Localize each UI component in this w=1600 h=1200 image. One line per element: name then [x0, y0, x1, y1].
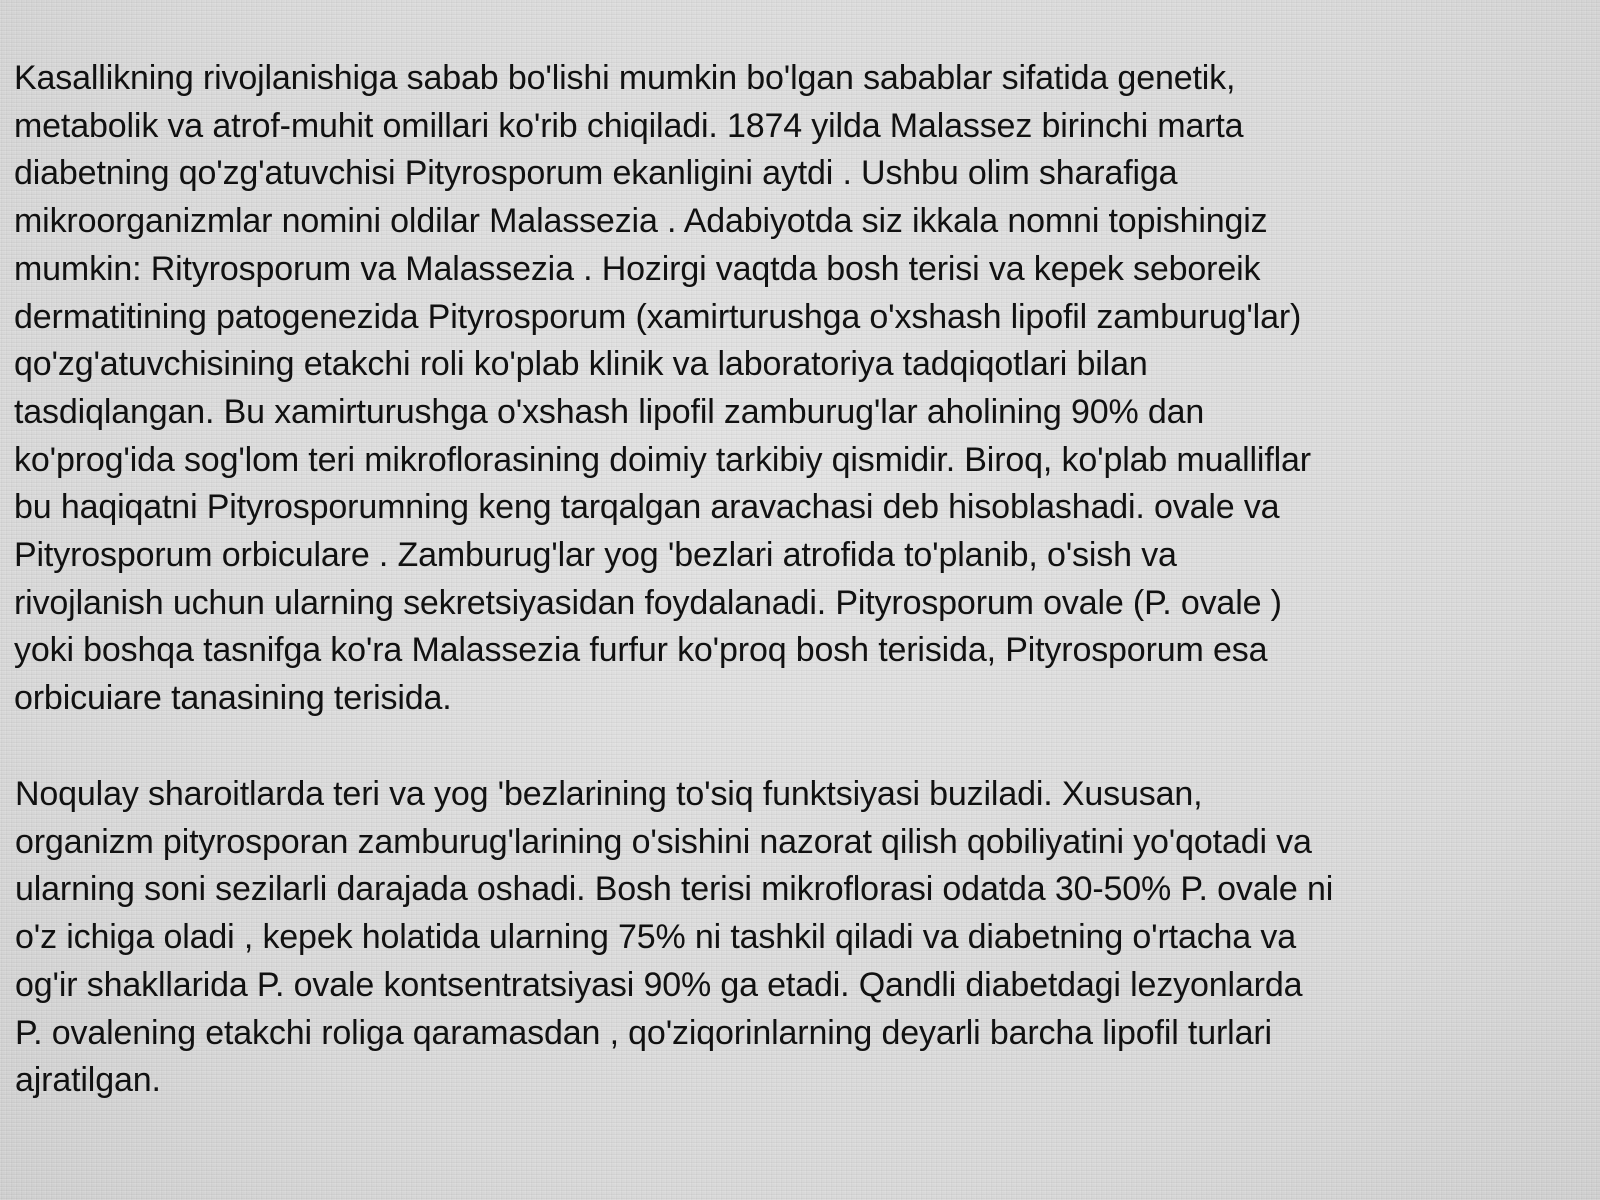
paragraph-conditions: Noqulay sharoitlarda teri va yog 'bezlarining to'siq funktsiyasi buziladi. Xususan, organizm pityrosporan zamburug'larining o'sishini nazorat qilish qobiliyatini yo'qotadi va ularning soni sezilarli darajada oshadi. Bosh terisi mikroflorasi odatda 30-50% P. ovale ni o'z ichiga oladi , kepek holatida ularning 75% ni tashkil qiladi va diabetning o'rtacha va og'ir shakllarida P. ovale kontsentratsiyasi 90% ga etadi. Qandli diabetdagi lezyonlarda P. ovalening etakchi roliga qaramasdan , qo'ziqorinlarning deyarli barcha lipofil turlari ajratilgan. — [15, 775, 1334, 1100]
paragraph-causes: Kasallikning rivojlanishiga sabab bo'lishi mumkin bo'lgan sabablar sifatida genetik, metabolik va atrof-muhit omillari ko'rib chiqiladi. 1874 yilda Malassez birinchi marta diabetning qo'zg'atuvchisi Pityrosporum ekanligini aytdi . Ushbu olim sharafiga mikroorganizmlar nomini oldilar Malassezia . Adabiyotda siz ikkala nomni topishingiz mumkin: Rityrosporum va Malassezia . Hozirgi vaqtda bosh terisi va kepek seboreik dermatitining patogenezida Pityrosporum (xamirturushga o'xshash lipofil zamburug'lar) qo'zg'atuvchisining etakchi roli ko'plab klinik va laboratoriya tadqiqotlari bilan tasdiqlangan. Bu xamirturushga o'xshash lipofil zamburug'lar aholining 90% dan ko'prog'ida sog'lom teri mikroflorasining doimiy tarkibiy qismidir. Biroq, ko'plab mualliflar bu haqiqatni Pityrosporumning keng tarqalgan aravachasi deb hisoblashadi. ovale va Pityrosporum orbiculare . Zamburug'lar yog 'bezlari atrofida to'planib, o'sish va rivojlanish uchun ularning sekretsiyasidan foydalanadi. Pityrosporum ovale (P. ovale ) yoki boshqa tasnifga ko'ra Malassezia furfur ko'proq bosh terisida, Pityrosporum esa orbicuiare tanasining terisida. — [14, 59, 1311, 718]
